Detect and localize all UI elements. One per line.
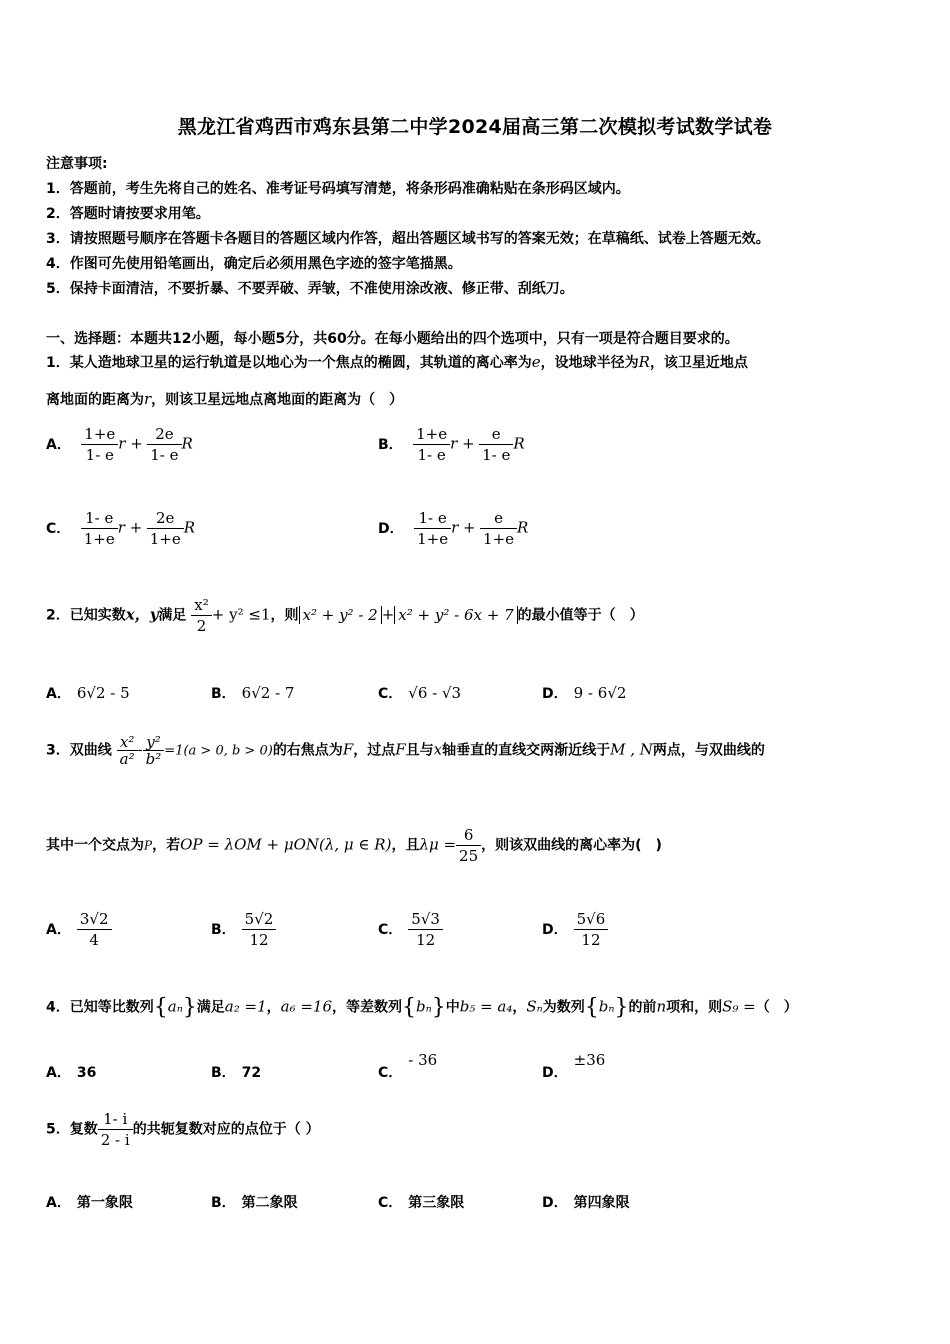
question-5-stem: 5．复数 $\frac{1- i}{2 - i}$ 的共轭复数对应的点位于（ ） xyxy=(46,1110,320,1149)
notes-heading: 注意事项: xyxy=(46,156,108,172)
q5-option-c[interactable]: C． 第三象限 xyxy=(378,1195,465,1211)
q3-option-d[interactable]: D． $\frac{5√6}{12}$ xyxy=(542,910,608,949)
question-4-stem: 4．已知等比数列{aₙ}满足a₂ =1，a₆ =16，等差数列{bₙ}中b₅ = a₄，Sₙ为数列{bₙ}的前n项和，则S₉ =（ ） xyxy=(46,995,798,1020)
q1-option-a[interactable]: A． $\frac{1+e}{1- e}$ r + $\frac{2e}{1- e}$ R xyxy=(46,425,193,464)
page-title: 黑龙江省鸡西市鸡东县第二中学2024届高三第二次模拟考试数学试卷 xyxy=(177,116,773,138)
q3-option-c[interactable]: C． $\frac{5√3}{12}$ xyxy=(378,910,443,949)
note-item: 3．请按照题号顺序在答题卡各题目的答题区域内作答，超出答题区域书写的答案无效；在草稿纸、试卷上答题无效。 xyxy=(46,231,770,247)
section-heading: 一、选择题：本题共12小题，每小题5分，共60分。在每小题给出的四个选项中，只有一项是符合题目要求的。 xyxy=(46,331,739,347)
q1-option-d[interactable]: D． $\frac{1- e}{1+e}$ r + $\frac{e}{1+e}$ R xyxy=(378,509,529,548)
q2-option-c[interactable]: C． √6 - √3 xyxy=(378,684,462,702)
q4-option-d[interactable]: D．±36 xyxy=(542,1051,606,1081)
q5-option-d[interactable]: D． 第四象限 xyxy=(542,1195,630,1211)
question-2-stem: 2．已知实数x，y满足 $\frac{\text{x²}}{2}$ + y² ≤1，则 x² + y² - 2 + x² + y² - 6x + 7 的最小值等于（ ） xyxy=(46,596,644,635)
q5-option-a[interactable]: A． 第一象限 xyxy=(46,1195,133,1211)
note-item: 2．答题时请按要求用笔。 xyxy=(46,206,210,222)
q1-option-b[interactable]: B． $\frac{1+e}{1- e}$ r + $\frac{e}{1- e}$ R xyxy=(378,425,525,464)
q2-option-b[interactable]: B． 6√2 - 7 xyxy=(211,684,295,702)
question-1-stem: 1．某人造地球卫星的运行轨道是以地心为一个焦点的椭圆，其轨道的离心率为e，设地球半径为R，该卫星近地点 xyxy=(46,353,748,371)
q2-option-a[interactable]: A． 6√2 - 5 xyxy=(46,684,130,702)
note-item: 5．保持卡面清洁，不要折暴、不要弄破、弄皱，不准使用涂改液、修正带、刮纸刀。 xyxy=(46,281,574,297)
q3-option-b[interactable]: B． $\frac{5√2}{12}$ xyxy=(211,910,276,949)
q5-option-b[interactable]: B． 第二象限 xyxy=(211,1195,298,1211)
question-3-stem: 3．双曲线 $\frac{\text{x²}}{\text{a²}}$ - $\frac{\text{y²}}{\text{b²}}$ =1(a > 0, b > 0)的右焦点为F，过点F且与x轴垂直的直线交两渐近线于M , N两点，与双曲线的 xyxy=(46,733,765,768)
question-1-stem-2: 离地面的距离为r，则该卫星远地点离地面的距离为（ ） xyxy=(46,390,404,408)
note-item: 4．作图可先使用铅笔画出，确定后必须用黑色字迹的签字笔描黑。 xyxy=(46,256,462,272)
q4-option-a[interactable]: A． 36 xyxy=(46,1065,97,1081)
q3-option-a[interactable]: A． $\frac{3√2}{4}$ xyxy=(46,910,112,949)
q4-option-b[interactable]: B． 72 xyxy=(211,1065,262,1081)
question-3-stem-2: 其中一个交点为P，若OP = λOM + μON(λ, μ ∈ R)，且λμ = $\frac{6}{25}$ ，则该双曲线的离心率为( ) xyxy=(46,826,662,865)
q4-option-c[interactable]: C．- 36 xyxy=(378,1051,438,1081)
q1-option-c[interactable]: C． $\frac{1- e}{1+e}$ r + $\frac{2e}{1+e}$ R xyxy=(46,509,195,548)
note-item: 1．答题前，考生先将自己的姓名、准考证号码填写清楚，将条形码准确粘贴在条形码区域内。 xyxy=(46,181,630,197)
q2-option-d[interactable]: D． 9 - 6√2 xyxy=(542,684,627,702)
